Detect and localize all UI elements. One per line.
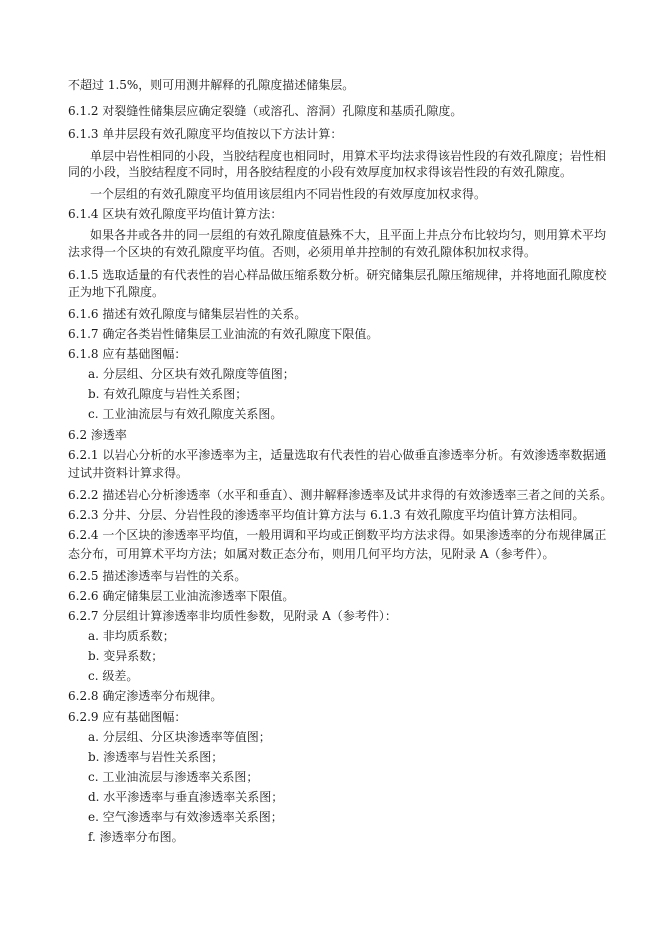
list-item: b. 变异系数； — [88, 649, 164, 663]
paragraph-line: 如果各井或各井的同一层组的有效孔隙度值悬殊不大，且平面上井点分布比较均匀，则用算术平均 — [90, 228, 607, 242]
list-item: a. 分层组、分区块渗透率等值图； — [88, 730, 271, 744]
section-6-2-8: 6.2.8 确定渗透率分布规律。 — [68, 689, 223, 703]
list-item: e. 空气渗透率与有效渗透率关系图； — [88, 810, 283, 824]
paragraph-line: 一个层组的有效孔隙度平均值用该层组内不同岩性段的有效厚度加权求得。 — [90, 187, 487, 201]
paragraph-line: 态分布，可用算术平均方法；如属对数正态分布，则用几何平均方法，见附录 A（参考件）。 — [68, 547, 555, 561]
section-6-2-5: 6.2.5 描述渗透率与岩性的关系。 — [68, 569, 247, 583]
section-6-2-2: 6.2.2 描述岩心分析渗透率（水平和垂直）、测井解释渗透率及试井求得的有效渗透率三者之间的关系。 — [68, 488, 613, 502]
list-item: b. 渗透率与岩性关系图； — [88, 750, 224, 764]
section-6-1-7: 6.1.7 确定各类岩性储集层工业油流的有效孔隙度下限值。 — [68, 327, 379, 341]
section-6-2-9: 6.2.9 应有基础图幅： — [68, 710, 187, 724]
section-6-1-4: 6.1.4 区块有效孔隙度平均值计算方法： — [68, 207, 283, 221]
list-item: c. 工业油流层与有效孔隙度关系图。 — [88, 407, 283, 421]
list-item: c. 工业油流层与渗透率关系图； — [88, 770, 259, 784]
section-6-1-5: 6.1.5 选取适量的有代表性的岩心样品做压缩系数分析。研究储集层孔隙压缩规律，并将地面孔隙度校 — [68, 268, 607, 282]
list-item: b. 有效孔隙度与岩性关系图； — [88, 387, 248, 401]
list-item: d. 水平渗透率与垂直渗透率关系图； — [88, 790, 284, 804]
paragraph-line: 正为地下孔隙度。 — [68, 285, 165, 299]
section-6-2-1: 6.2.1 以岩心分析的水平渗透率为主，适量选取有代表性的岩心做垂直渗透率分析。有效渗透率数据通 — [68, 448, 607, 462]
list-item: f. 渗透率分布图。 — [88, 830, 184, 844]
paragraph-line: 单层中岩性相同的小段，当胶结程度也相同时，用算术平均法求得该岩性段的有效孔隙度；岩性相 — [90, 149, 607, 163]
paragraph-line: 同的小段，当胶结程度不同时，用各胶结程度的小段有效厚度加权求得该岩性段的有效孔隙度。 — [68, 165, 573, 179]
list-item: c. 级差。 — [88, 669, 139, 683]
list-item: a. 非均质系数； — [88, 629, 175, 643]
text-line: 不超过 1.5%，则可用测井解释的孔隙度描述储集层。 — [68, 78, 355, 92]
section-6-2-6: 6.2.6 确定储集层工业油流渗透率下限值。 — [68, 589, 295, 603]
section-6-2-4: 6.2.4 一个区块的渗透率平均值，一般用调和平均或正倒数平均方法求得。如果渗透率的分布规律属正 — [68, 528, 607, 542]
section-6-2-3: 6.2.3 分井、分层、分岩性段的渗透率平均值计算方法与 6.1.3 有效孔隙度平均值计算方法相同。 — [68, 508, 585, 522]
section-6-1-3: 6.1.3 单井层段有效孔隙度平均值按以下方法计算： — [68, 127, 343, 141]
section-heading-6-2: 6.2 渗透率 — [68, 428, 127, 442]
section-6-1-6: 6.1.6 描述有效孔隙度与储集层岩性的关系。 — [68, 307, 307, 321]
list-item: a. 分层组、分区块有效孔隙度等值图； — [88, 367, 295, 381]
section-6-1-8: 6.1.8 应有基础图幅： — [68, 347, 187, 361]
section-6-1-2: 6.1.2 对裂缝性储集层应确定裂缝（或溶孔、溶洞）孔隙度和基质孔隙度。 — [68, 104, 463, 118]
section-6-2-7: 6.2.7 分层组计算渗透率非均质性参数，见附录 A（参考件）： — [68, 609, 397, 623]
paragraph-line: 法求得一个区块的有效孔隙度平均值。否则，必须用单井控制的有效孔隙体积加权求得。 — [68, 245, 537, 259]
paragraph-line: 过试井资料计算求得。 — [68, 466, 189, 480]
